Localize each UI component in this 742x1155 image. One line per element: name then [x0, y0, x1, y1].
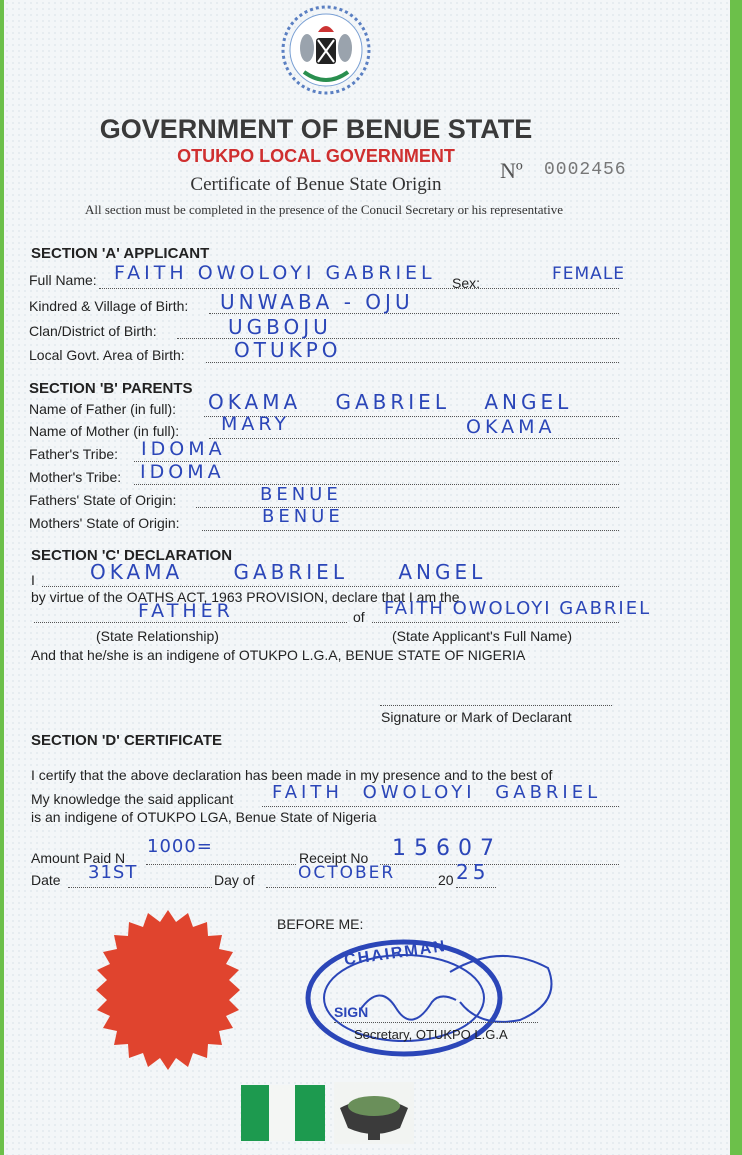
kindred-label: Kindred & Village of Birth: [29, 298, 189, 314]
mother-state-value: BENUE [262, 506, 344, 527]
relationship-line [34, 622, 347, 623]
secretary-caption: Secretary, OTUKPO L.G.A [354, 1027, 508, 1042]
mother-state-line [202, 530, 619, 531]
applicant-caption: (State Applicant's Full Name) [392, 628, 573, 644]
month-value: OCTOBER [298, 863, 396, 883]
year-prefix: 20 [438, 872, 454, 888]
full-name-line [99, 288, 619, 289]
day-value: 31ST [88, 862, 138, 883]
mother-state-label: Mothers' State of Origin: [29, 515, 180, 531]
sex-value: FEMALE [552, 264, 626, 284]
certificate-page [4, 0, 730, 1155]
flag-green-left [241, 1085, 269, 1141]
certificate-applicant-line [262, 806, 619, 807]
date-label: Date [31, 872, 61, 888]
father-state-label: Fathers' State of Origin: [29, 492, 177, 508]
relationship-caption: (State Relationship) [96, 628, 219, 644]
flag-white [269, 1085, 295, 1141]
mother-first-value: MARY [221, 413, 290, 435]
lga-value: OTUKPO [234, 338, 342, 362]
day-line [68, 887, 212, 888]
signature-line [380, 705, 612, 706]
indigene-declaration-text: And that he/she is an indigene of OTUKPO L.G.A, BENUE STATE OF NIGERIA [31, 647, 526, 663]
serial-label: Nº [500, 158, 523, 183]
sex-label: Sex: [452, 275, 481, 291]
receipt-value: 15607 [392, 836, 502, 861]
amount-value: 1000= [147, 836, 213, 857]
emblem-bowl-icon [334, 1082, 414, 1144]
oath-text: by virtue of the OATHS ACT, 1963 PROVISION, declare that I am the [31, 589, 460, 605]
lga-line [206, 362, 619, 363]
serial-number: 0002456 [544, 160, 627, 180]
day-of-label: Day of [214, 872, 255, 888]
flag-green-right [295, 1085, 325, 1141]
certificate-title: Certificate of Benue State Origin [190, 174, 442, 195]
father-name-value: OKAMA GABRIEL ANGEL [208, 390, 573, 414]
receipt-line [380, 864, 619, 865]
local-government-title: OTUKPO LOCAL GOVERNMENT [177, 146, 455, 166]
section-b-heading: SECTION 'B' PARENTS [29, 380, 193, 397]
certificate-applicant-value: FAITH OWOLOYI GABRIEL [272, 782, 602, 803]
year-suffix-value: 25 [456, 860, 490, 884]
amount-label: Amount Paid N [31, 850, 126, 866]
father-state-line [196, 507, 619, 508]
stamp-sign-text: SIGN [334, 1004, 369, 1020]
father-state-value: BENUE [260, 484, 342, 505]
lga-label: Local Govt. Area of Birth: [29, 347, 185, 363]
instruction-text: All section must be completed in the presence of the Conucil Secretary or his representative [85, 202, 563, 217]
amount-line [146, 864, 296, 865]
red-seal-icon [86, 908, 250, 1072]
mother-tribe-line [134, 484, 619, 485]
before-me-label: BEFORE ME: [277, 916, 364, 932]
father-tribe-label: Father's Tribe: [29, 446, 119, 462]
relationship-value: FATHER [138, 600, 234, 622]
full-name-label: Full Name: [29, 272, 97, 288]
section-c-heading: SECTION 'C' DECLARATION [31, 547, 233, 564]
applicant-name-line [372, 622, 619, 623]
signature-caption: Signature or Mark of Declarant [381, 709, 572, 725]
declaration-applicant-value: FAITH OWOLOYI GABRIEL [384, 598, 652, 619]
section-a-heading: SECTION 'A' APPLICANT [31, 245, 210, 262]
mother-name-label: Name of Mother (in full): [29, 423, 180, 439]
of-label: of [353, 609, 365, 625]
full-name-value: FAITH OWOLOYI GABRIEL [114, 262, 436, 284]
mother-name-line [209, 438, 619, 439]
stamp-chairman-text: CHAIRMAN [343, 937, 448, 970]
clan-value: UGBOJU [228, 315, 332, 339]
knowledge-text: My knowledge the said applicant [31, 791, 234, 807]
month-line [266, 887, 436, 888]
kindred-value: UNWABA - OJU [220, 290, 414, 314]
mother-tribe-value: IDOMA [140, 461, 225, 483]
secretary-signature-line [334, 1022, 538, 1023]
section-d-heading: SECTION 'D' CERTIFICATE [31, 732, 223, 749]
mother-last-value: OKAMA [466, 416, 556, 438]
father-tribe-value: IDOMA [141, 438, 226, 460]
year-line [456, 887, 496, 888]
certify-text: I certify that the above declaration has been made in my presence and to the best of [31, 767, 553, 783]
clan-label: Clan/District of Birth: [29, 323, 157, 339]
declarant-line [42, 586, 619, 587]
coat-of-arms-emblem [274, 4, 378, 96]
mother-tribe-label: Mother's Tribe: [29, 469, 122, 485]
government-title: GOVERNMENT OF BENUE STATE [99, 114, 533, 144]
receipt-label: Receipt No [299, 850, 369, 866]
declarant-value: OKAMA GABRIEL ANGEL [90, 560, 487, 584]
father-name-label: Name of Father (in full): [29, 401, 177, 417]
certificate-indigene-text: is an indigene of OTUKPO LGA, Benue State of Nigeria [31, 809, 377, 825]
declarant-i-label: I [31, 572, 35, 588]
